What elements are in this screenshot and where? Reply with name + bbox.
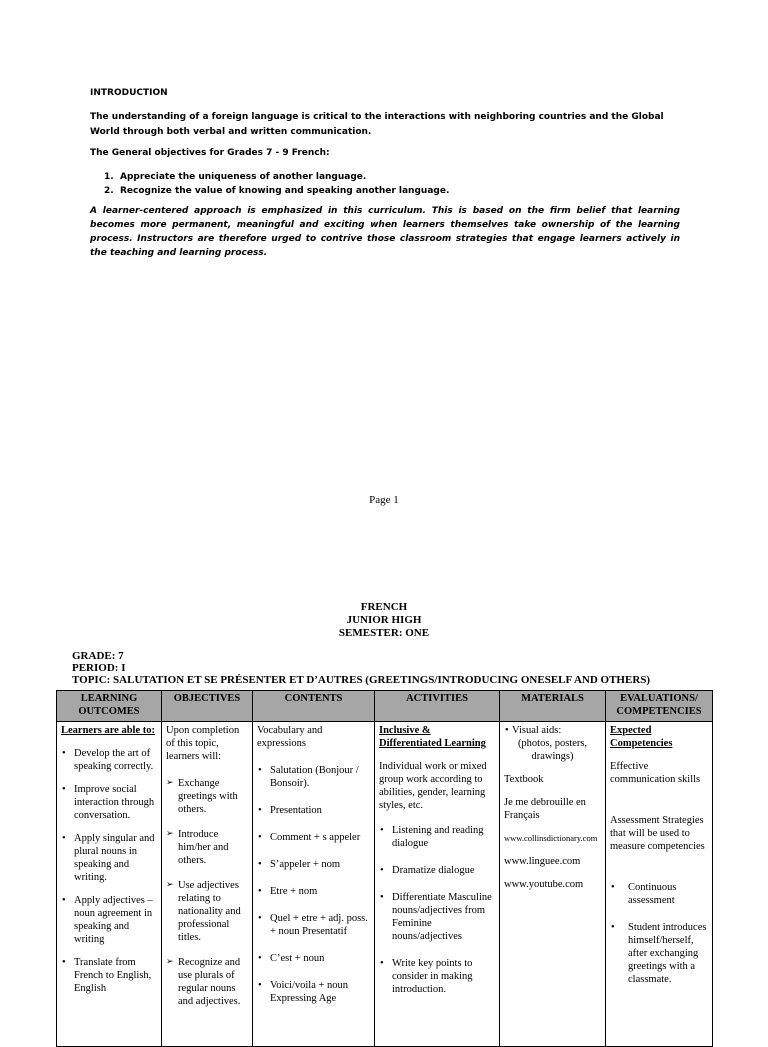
list-item-text: Appreciate the uniqueness of another language.	[120, 172, 367, 182]
evaluations-list	[610, 881, 708, 986]
list-item: • Quel + etre + adj. poss. + noun Presentatif	[257, 912, 370, 938]
table-row	[57, 722, 713, 1047]
list-item-number: 1.	[104, 172, 114, 182]
list-item	[90, 184, 449, 198]
semester-title: SEMESTER: ONE	[338, 627, 430, 639]
list-item: • Visual aids:	[504, 724, 601, 737]
list-item: • Apply adjectives – noun agreement in speaking and writing	[61, 894, 157, 946]
assessment-strategies: Assessment Strategies that will be used to measure competencies	[610, 815, 705, 852]
approach-paragraph: A learner-centered approach is emphasized in this curriculum. This is based on the firm belief that learning becomes more permanent, meaningful and exciting when learners themselves take ownership of the learning process. Instructors are therefore urged to contrive those classroom strategies that engage learners actively in the teaching and learning process.	[90, 206, 680, 258]
list-item: ➢ Exchange greetings with others.	[166, 777, 248, 816]
period-label: PERIOD: I	[72, 662, 126, 674]
column-header-objectives: OBJECTIVES	[162, 691, 253, 722]
collins-link: www.collinsdictionary.com	[504, 833, 598, 843]
general-objectives-heading: The General objectives for Grades 7 - 9 French:	[90, 148, 330, 158]
activities-list	[379, 824, 495, 996]
objectives-list	[166, 777, 248, 1008]
intro-heading: INTRODUCTION	[90, 88, 168, 98]
evaluations-cell	[606, 722, 713, 1047]
activities-intro: Individual work or mixed group work according to abilities, gender, learning styles, etc.	[379, 761, 487, 811]
activities-heading: Inclusive & Differentiated Learning	[379, 725, 486, 749]
list-item: • S’appeler + nom	[257, 858, 370, 871]
page-number: Page 1	[369, 494, 399, 506]
list-item: • Improve social interaction through conversation.	[61, 783, 157, 822]
grade-label: GRADE: 7	[72, 650, 124, 662]
learning-outcomes-cell	[57, 722, 162, 1047]
column-header-evaluations: EVALUATIONS/ COMPETENCIES	[606, 691, 713, 722]
materials-cell	[500, 722, 606, 1047]
list-item: ➢ Recognize and use plurals of regular nouns and adjectives.	[166, 956, 248, 1008]
list-item: • Translate from French to English, English	[61, 956, 157, 995]
general-objectives-list	[90, 170, 449, 198]
list-item: • Write key points to consider in making introduction.	[379, 957, 495, 996]
outcomes-list	[61, 747, 157, 995]
outcomes-heading: Learners are able to:	[61, 725, 155, 736]
column-header-contents: CONTENTS	[253, 691, 375, 722]
list-item: • Develop the art of speaking correctly.	[61, 747, 157, 773]
materials-list	[504, 724, 601, 737]
list-item	[90, 170, 449, 184]
intro-paragraph: The understanding of a foreign language is critical to the interactions with neighboring countries and the Global World through both verbal and written communication.	[90, 112, 664, 137]
topic-label: TOPIC: SALUTATION ET SE PRÉSENTER ET D’AUTRES (GREETINGS/INTRODUCING ONESELF AND OTHERS)	[72, 674, 651, 686]
contents-list	[257, 764, 370, 1005]
column-header-learning-outcomes: LEARNING OUTCOMES	[57, 691, 162, 722]
activities-cell	[375, 722, 500, 1047]
list-item: • Student introduces himself/herself, after exchanging greetings with a classmate.	[610, 921, 708, 986]
textbook-label: Textbook	[504, 774, 544, 785]
list-item: • Etre + nom	[257, 885, 370, 898]
table-header-row	[57, 691, 713, 722]
list-item: ➢ Use adjectives relating to nationality and professional titles.	[166, 879, 248, 944]
evaluations-intro: Effective communication skills	[610, 761, 701, 785]
list-item: • Listening and reading dialogue	[379, 824, 495, 850]
subject-title: FRENCH	[360, 601, 408, 613]
book-title: Je me debrouille en Français	[504, 797, 586, 821]
column-header-activities: ACTIVITIES	[375, 691, 500, 722]
evaluations-heading: Expected Competencies	[610, 725, 673, 749]
linguee-link: www.linguee.com	[504, 856, 581, 867]
curriculum-table	[56, 690, 713, 1047]
contents-cell	[253, 722, 375, 1047]
contents-intro: Vocabulary and expressions	[257, 725, 323, 749]
objectives-cell	[162, 722, 253, 1047]
list-item: • Voici/voila + noun Expressing Age	[257, 979, 370, 1005]
list-item-number: 2.	[104, 186, 114, 196]
youtube-link: www.youtube.com	[504, 879, 584, 890]
list-item: • Continuous assessment	[610, 881, 708, 907]
list-item: • Apply singular and plural nouns in speaking and writing.	[61, 832, 157, 884]
column-header-materials: MATERIALS	[500, 691, 606, 722]
list-item: • Salutation (Bonjour / Bonsoir).	[257, 764, 370, 790]
list-item: • Presentation	[257, 804, 370, 817]
objectives-intro: Upon completion of this topic, learners will:	[166, 725, 240, 762]
list-item-text: Recognize the value of knowing and speaking another language.	[120, 186, 450, 196]
list-item: • Dramatize dialogue	[379, 864, 495, 877]
list-item: • Differentiate Masculine nouns/adjectives from Feminine nouns/adjectives	[379, 891, 495, 943]
list-item: ➢ Introduce him/her and others.	[166, 828, 248, 867]
visual-aids-detail: (photos, posters, drawings)	[517, 738, 588, 762]
list-item: • Comment + s appeler	[257, 831, 370, 844]
list-item: • C’est + noun	[257, 952, 370, 965]
level-title: JUNIOR HIGH	[346, 614, 422, 626]
